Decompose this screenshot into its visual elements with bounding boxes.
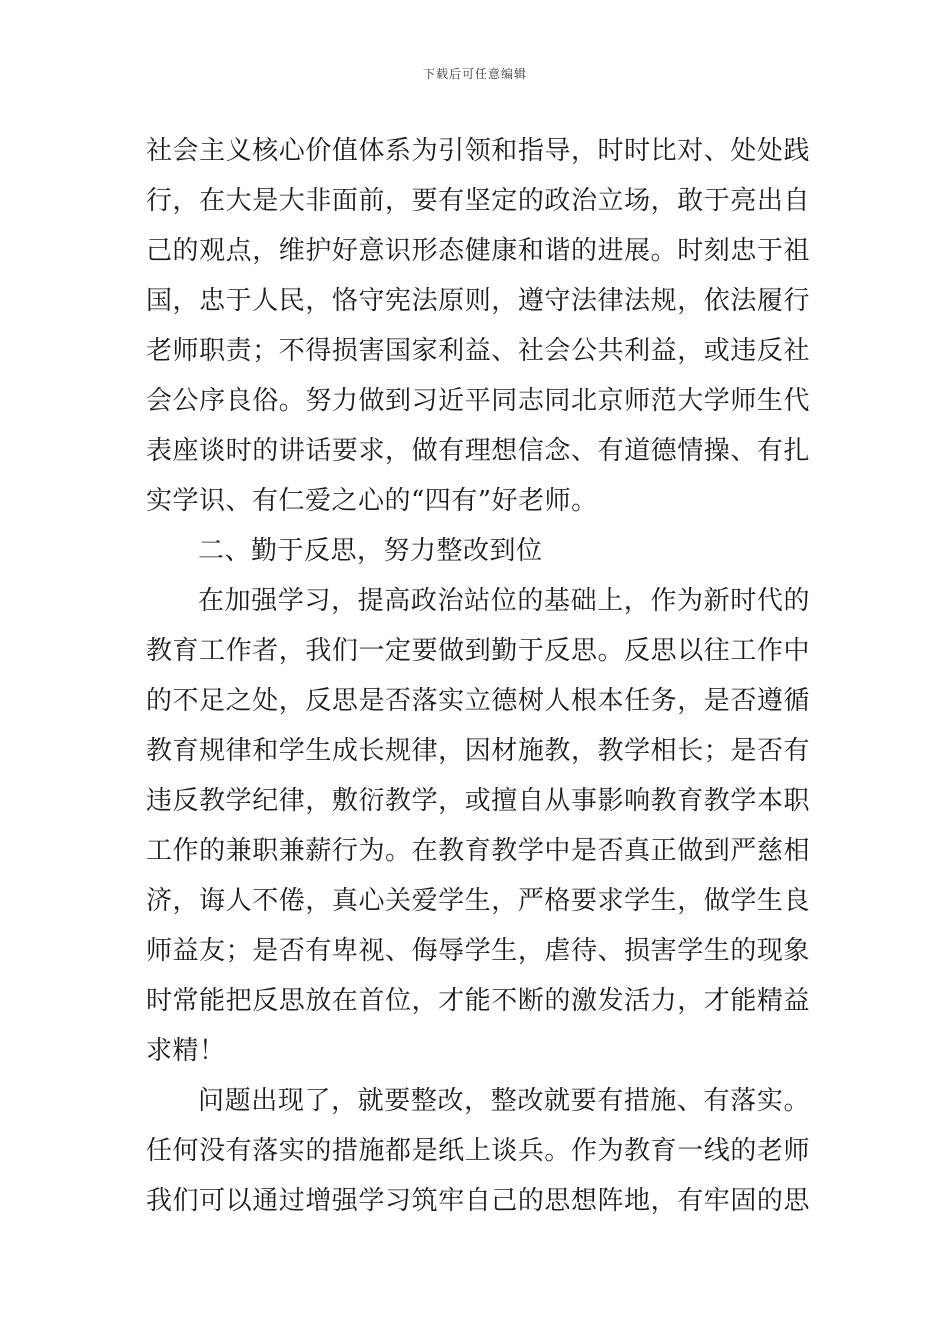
page-header: 下载后可任意编辑 xyxy=(422,67,527,81)
text-line: 任何没有落实的措施都是纸上谈兵。作为教育一线的老师 xyxy=(146,1136,810,1166)
text-line: 二、勤于反思，努力整改到位 xyxy=(198,536,543,566)
text-line: 时常能把反思放在首位，才能不断的激发活力，才能精益 xyxy=(146,986,810,1016)
text-line: 国，忠于人民，恪守宪法原则，遵守法律法规，依法履行 xyxy=(146,286,810,316)
text-line: 己的观点，维护好意识形态健康和谐的进展。时刻忠于祖 xyxy=(146,236,810,266)
text-line: 社会主义核心价值体系为引领和指导，时时比对、处处践 xyxy=(146,136,810,166)
text-line: 教育规律和学生成长规律，因材施教，教学相长；是否有 xyxy=(146,736,810,766)
text-line: 老师职责；不得损害国家利益、社会公共利益，或违反社 xyxy=(146,336,810,366)
text-line: 我们可以通过增强学习筑牢自己的思想阵地，有牢固的思 xyxy=(146,1186,810,1216)
text-line: 实学识、有仁爱之心的“四有”好老师。 xyxy=(146,486,598,516)
text-line: 会公序良俗。努力做到习近平同志同北京师范大学师生代 xyxy=(146,386,810,416)
text-line: 求精！ xyxy=(146,1036,226,1066)
text-line: 行，在大是大非面前，要有坚定的政治立场，敢于亮出自 xyxy=(146,186,810,216)
text-line: 表座谈时的讲话要求，做有理想信念、有道德情操、有扎 xyxy=(146,436,810,466)
text-line: 违反教学纪律，敷衍教学，或擅自从事影响教育教学本职 xyxy=(146,786,810,816)
text-line: 济，诲人不倦，真心关爱学生，严格要求学生，做学生良 xyxy=(146,886,810,916)
text-line: 在加强学习，提高政治站位的基础上，作为新时代的 xyxy=(198,586,810,616)
text-line: 问题出现了，就要整改，整改就要有措施、有落实。 xyxy=(198,1086,810,1116)
text-line: 师益友；是否有卑视、侮辱学生，虐待、损害学生的现象 xyxy=(146,936,810,966)
body-text xyxy=(146,126,810,1226)
text-line: 教育工作者，我们一定要做到勤于反思。反思以往工作中 xyxy=(146,636,810,666)
text-line: 的不足之处，反思是否落实立德树人根本任务，是否遵循 xyxy=(146,686,810,716)
text-line: 工作的兼职兼薪行为。在教育教学中是否真正做到严慈相 xyxy=(146,836,810,866)
